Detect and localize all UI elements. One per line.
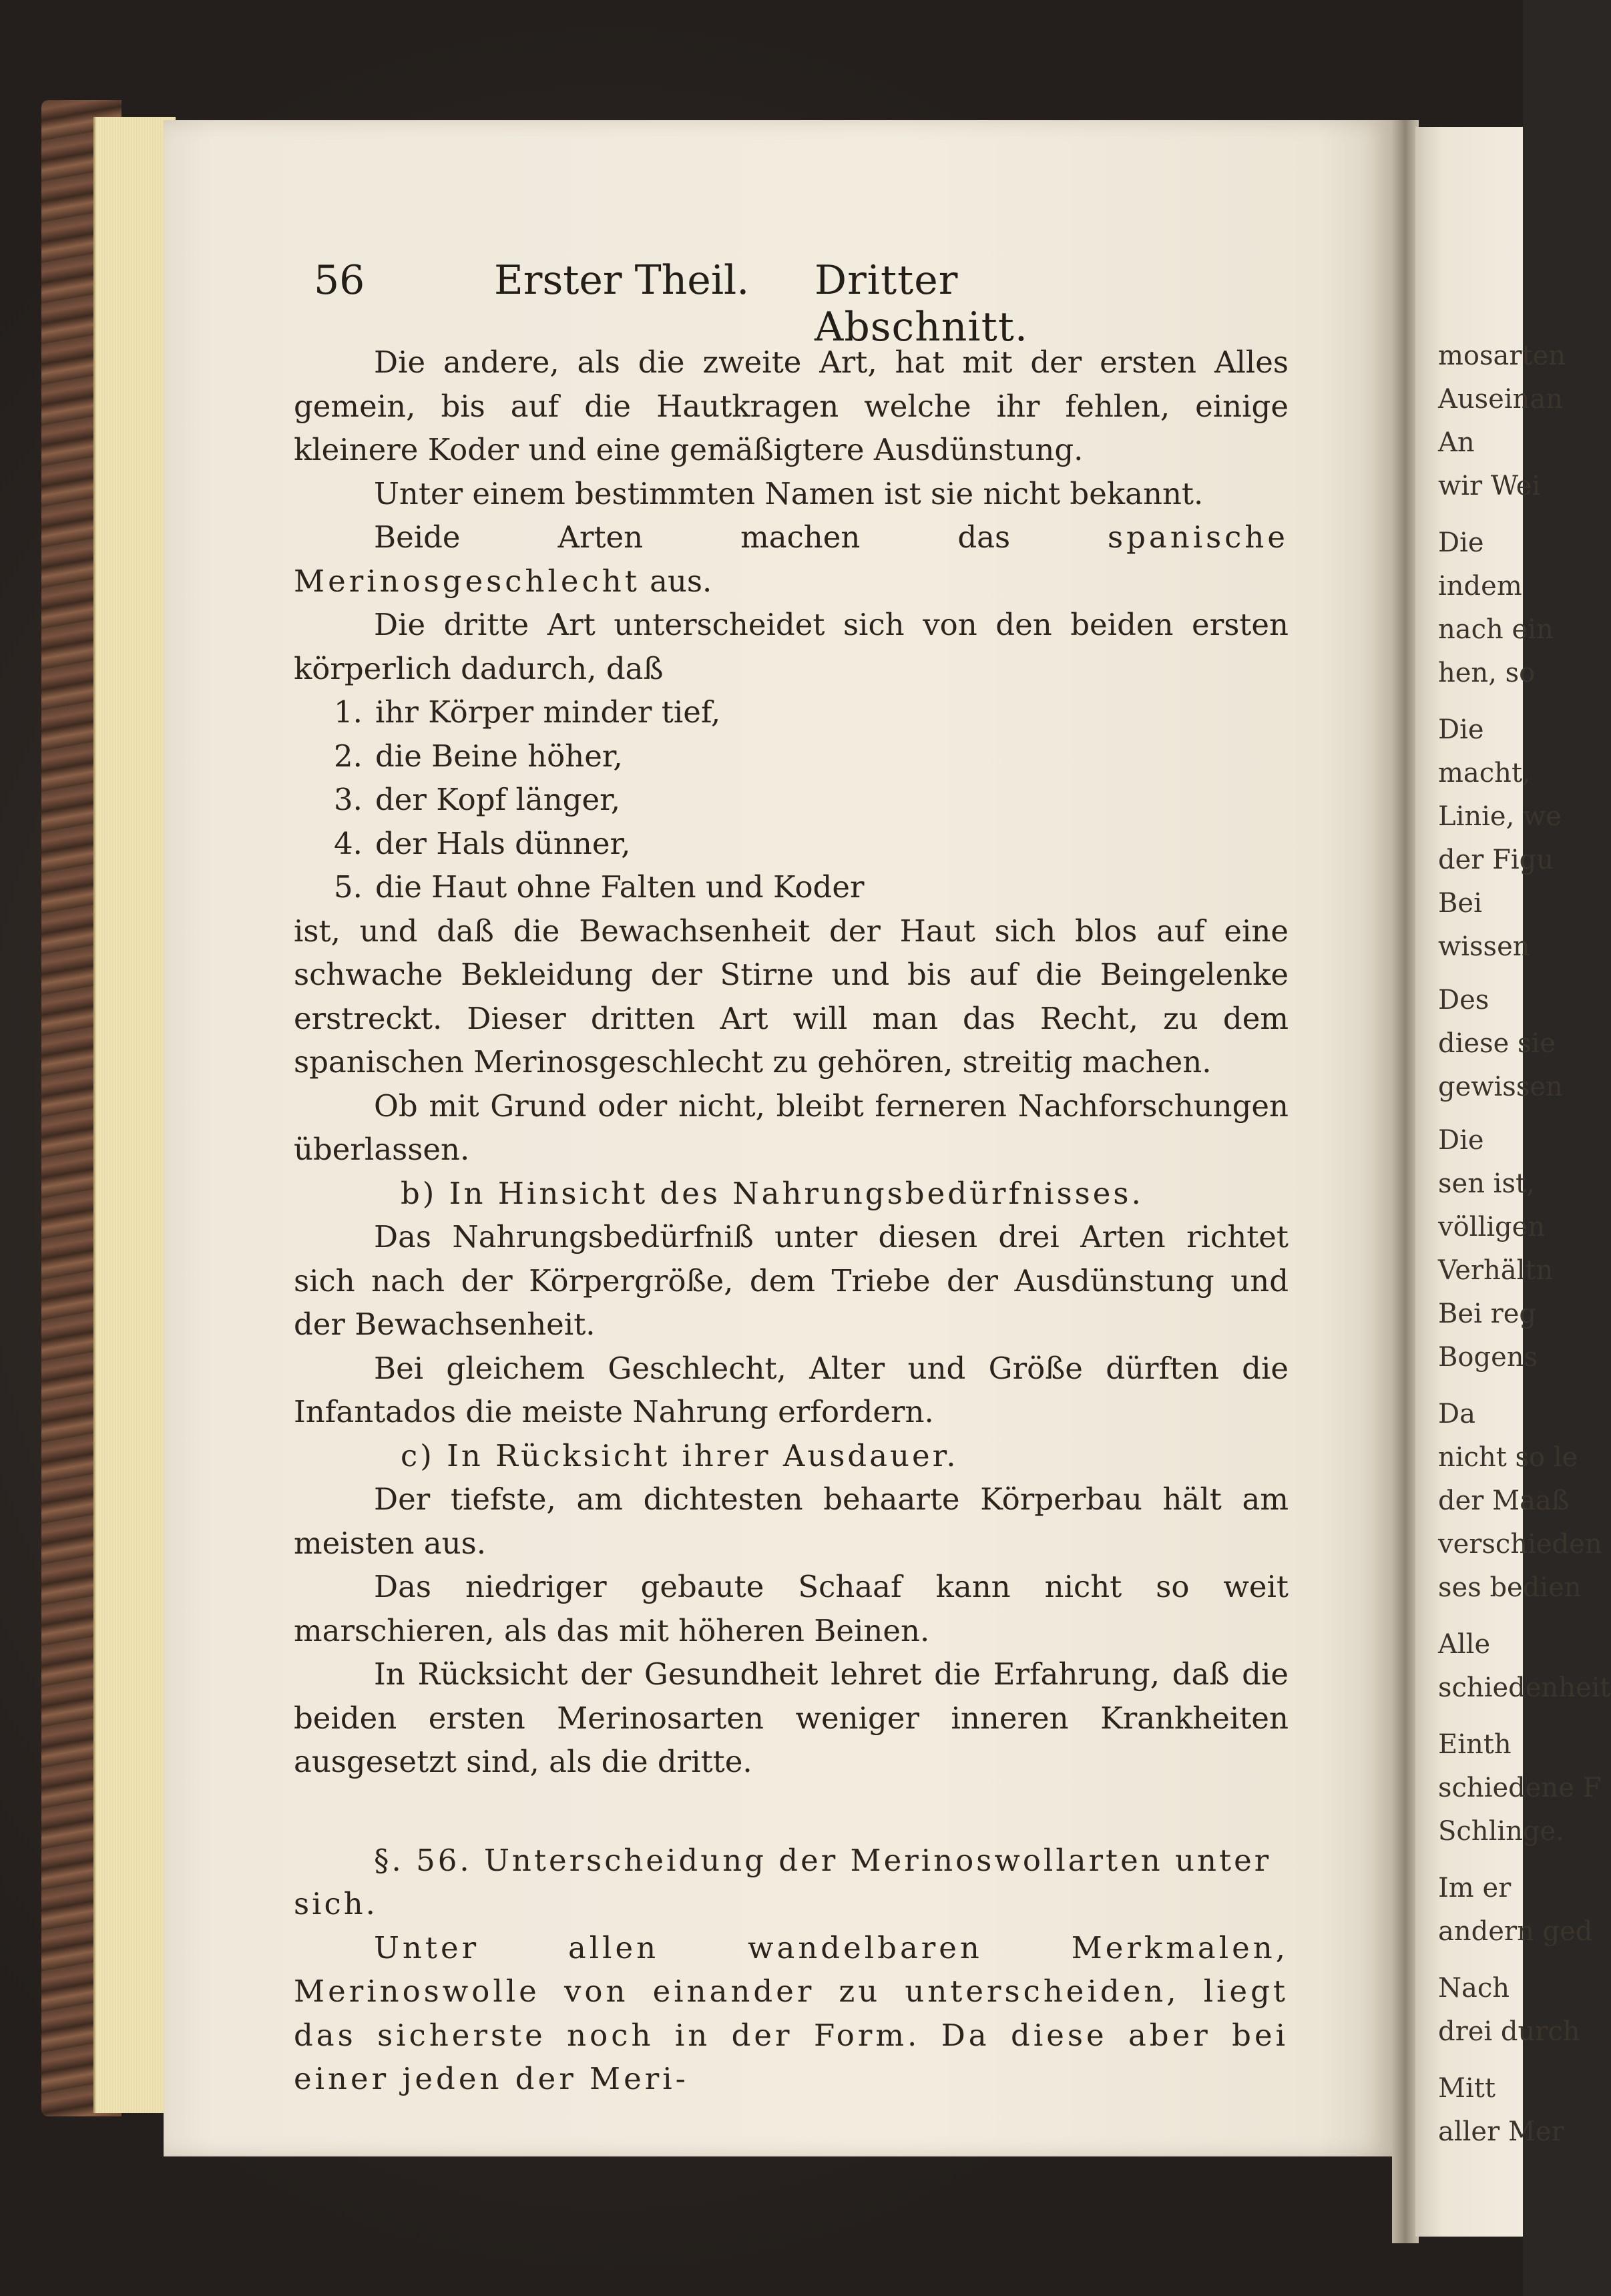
paragraph: Der tiefste, am dichtesten behaarte Körperbau hält am meisten aus. [294,1481,1289,1561]
list-text: der Kopf länger, [375,782,621,817]
right-page-line: Des [1438,985,1489,1015]
right-page-fragment [1415,127,1611,2237]
page-body [294,340,1289,2101]
right-page-line: andern ged [1438,1916,1593,1947]
right-page-line: Im er [1438,1873,1512,1903]
paragraph: Die dritte Art unterscheidet sich von den beiden ersten körperlich dadurch, daß [294,607,1289,686]
list-item [294,822,1289,866]
right-page-line: Einth [1438,1729,1512,1760]
section-heading: §. 56. Unterscheidung der Merinoswollarten unter sich. [294,1842,1272,1921]
right-page-line: Auseinan [1438,384,1564,415]
right-page-line: drei durch [1438,2016,1580,2047]
list-item [294,734,1289,778]
header-section-title: Dritter Abschnitt. [815,257,1028,351]
right-page-line: völligen [1438,1212,1546,1242]
right-page-line: nicht so le [1438,1442,1578,1473]
right-page-line: wir Wei [1438,471,1541,501]
right-page-line: Bei reg [1438,1299,1536,1329]
paragraph: Das Nahrungsbedürfniß unter diesen drei Arten richtet sich nach der Körpergröße, dem Triebe der Ausdünstung und der Bewachsenheit. [294,1219,1289,1342]
right-page-line: Da [1438,1399,1475,1429]
list-item [294,690,1289,734]
right-page-line: hen, so [1438,658,1536,688]
subheading-c: c) In Rücksicht ihrer Ausdauer. [401,1437,959,1473]
right-page-line: diese sie [1438,1028,1556,1059]
right-page-line: Schlinge. [1438,1816,1564,1847]
numbered-list [294,690,1289,909]
paragraph-text: Beide Arten machen das [374,519,1108,555]
paragraph [294,515,1289,603]
list-item [294,778,1289,822]
section-spacer [294,1784,1289,1839]
right-page-line: wissen [1438,931,1530,962]
paragraph: Unter allen wandelbaren Merkmalen, Merinoswolle von einander zu unterscheiden, liegt das sicherste noch in der Form. Da diese aber bei einer jeden der Meri- [294,1929,1289,2096]
paragraph: Bei gleichem Geschlecht, Alter und Größe dürften die Infantados die meiste Nahrung erfordern. [294,1350,1289,1429]
right-page-line: Nach [1438,1973,1510,2004]
right-page-line: der Figu [1438,845,1554,875]
right-page-line: gewissen [1438,1072,1563,1102]
subheading-b: b) In Hinsicht des Nahrungsbedürfnisses. [401,1175,1144,1211]
paragraph: Ob mit Grund oder nicht, bleibt ferneren Nachforschungen überlassen. [294,1088,1289,1167]
right-page-line: macht, [1438,758,1531,788]
right-page-line: Die [1438,1125,1484,1156]
right-page-line: schiedenheit [1438,1672,1611,1703]
emphasized-term: spanische Merinosgeschlecht [294,519,1289,599]
list-text: der Hals dünner, [375,825,631,861]
list-number: 3. [334,782,363,817]
paragraph: Das niedriger gebaute Schaaf kann nicht so weit marschieren, als das mit höheren Beinen. [294,1569,1289,1648]
book-gutter [1392,120,1419,2243]
list-number: 4. [334,825,363,861]
right-page-line: An [1438,427,1475,458]
right-page-line: Bei [1438,888,1482,919]
right-page-line: sen ist, [1438,1168,1535,1199]
list-number: 1. [334,694,363,730]
list-text: die Haut ohne Falten und Koder [375,869,865,905]
right-page-line: schiedene F [1438,1773,1602,1803]
list-number: 5. [334,869,363,905]
list-text: ihr Körper minder tief, [375,694,721,730]
right-page-line: Die [1438,714,1484,745]
right-page-line: Verhältn [1438,1255,1554,1286]
right-page-line: nach ein [1438,614,1554,645]
right-page-line: mosarten [1438,340,1566,371]
paragraph: In Rücksicht der Gesundheit lehret die Erfahrung, daß die beiden ersten Merinosarten weniger inneren Krankheiten ausgesetzt sind, als die dritte. [294,1656,1289,1779]
paragraph: Die andere, als die zweite Art, hat mit der ersten Alles gemein, bis auf die Hautkragen welche ihr fehlen, einige kleinere Koder und eine gemäßigtere Ausdünstung. [294,345,1289,467]
right-page-line: aller Mer [1438,2116,1564,2147]
right-page-line: Bogens [1438,1342,1538,1373]
list-text: die Beine höher, [375,738,623,774]
right-page-line: verschieden [1438,1529,1602,1560]
paragraph: Unter einem bestimmten Namen ist sie nicht bekannt. [374,475,1204,511]
right-page-line: der Maaß [1438,1485,1570,1516]
paragraph-text: aus. [640,563,712,599]
right-page-line: Alle [1438,1629,1491,1660]
list-number: 2. [334,738,363,774]
right-page-line: indem [1438,571,1522,602]
right-page-line: Linie, we [1438,801,1562,832]
header-part-title: Erster Theil. [494,257,750,304]
paragraph: ist, und daß die Bewachsenheit der Haut sich blos auf eine schwache Bekleidung der Stirne und bis auf die Beingelenke erstreckt. Dieser dritten Art will man das Recht, zu dem spanischen Merinosgeschlecht zu gehören, streitig machen. [294,913,1289,1080]
right-page-line: Mitt [1438,2073,1495,2104]
page-number: 56 [314,257,365,304]
right-page-line: ses bedien [1438,1572,1582,1603]
right-page-line: Die [1438,527,1484,558]
running-header [314,257,1135,351]
list-item [294,865,1289,909]
